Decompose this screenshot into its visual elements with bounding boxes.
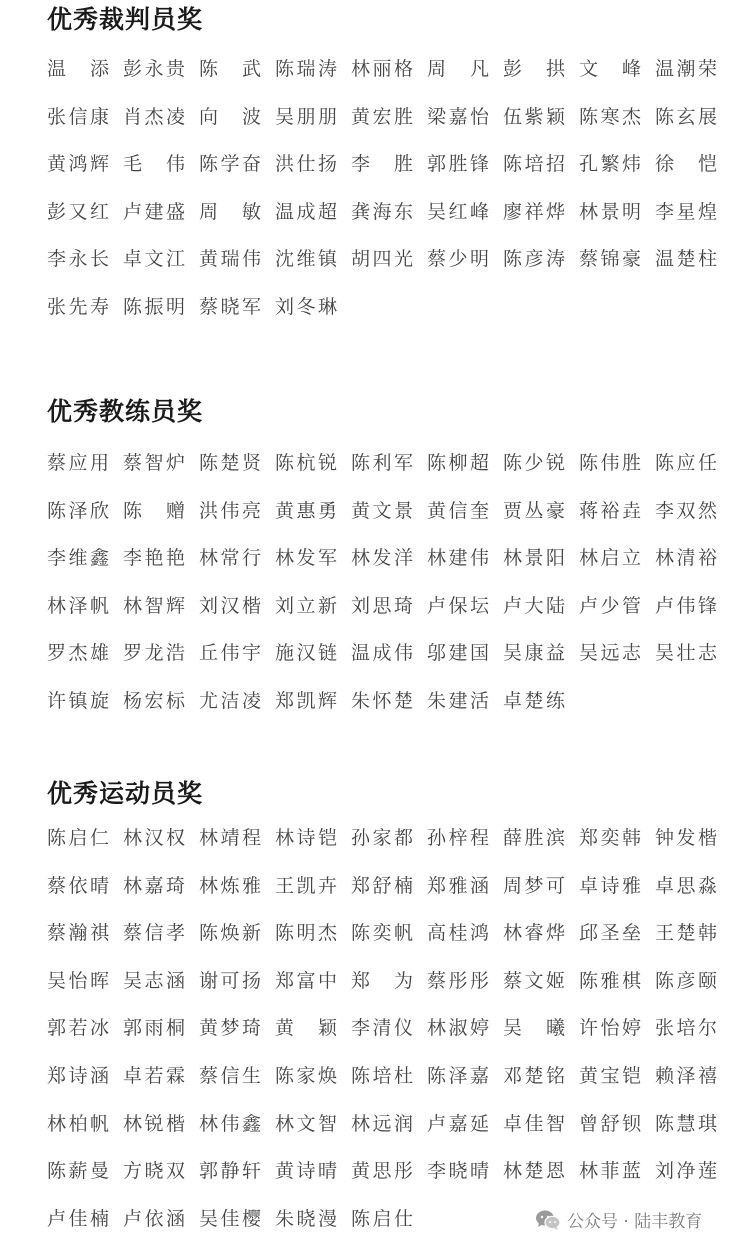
award-name: 卢 少 管 [579, 594, 641, 617]
award-name: 施 汉 链 [275, 642, 337, 665]
award-name: 吴 曦 [503, 1017, 565, 1040]
award-name: 林 启 立 [579, 547, 641, 570]
award-name: 孙 梓 程 [427, 827, 489, 849]
award-name: 郭 若 冰 [47, 1017, 109, 1040]
award-name: 卢 建 盛 [123, 200, 185, 223]
award-name: 陈 泽 欣 [47, 499, 109, 522]
award-name: 蔡 文 姬 [503, 969, 565, 992]
award-name: 陈 利 军 [351, 452, 413, 474]
award-name: 林 清 裕 [655, 547, 717, 570]
award-name: 徐 恺 [655, 153, 717, 176]
award-name: 周 梦 可 [503, 874, 565, 897]
award-name: 温 潮 荣 [655, 58, 717, 80]
award-name: 卓 文 江 [123, 248, 185, 271]
award-name: 李 永 长 [47, 248, 109, 271]
award-name: 陈 启 仕 [351, 1207, 413, 1230]
award-name: 林 靖 程 [199, 827, 261, 849]
award-name: 刘 汉 楷 [199, 594, 261, 617]
award-name: 刘 思 琦 [351, 594, 413, 617]
award-name: 赖 泽 禧 [655, 1064, 717, 1087]
award-name: 蔡 彤 彤 [427, 969, 489, 992]
award-name: 王 楚 韩 [655, 922, 717, 945]
award-name: 薛 胜 滨 [503, 827, 565, 849]
award-name: 吴 远 志 [579, 642, 641, 665]
award-name: 黄 信 奎 [427, 499, 489, 522]
award-name: 陈 赠 [123, 499, 185, 522]
award-name: 陈 柳 超 [427, 452, 489, 474]
award-name: 温 楚 柱 [655, 248, 717, 271]
award-name: 蒋 裕 垚 [579, 499, 641, 522]
award-name: 李 双 然 [655, 499, 717, 522]
award-name: 吴 红 峰 [427, 200, 489, 223]
award-name: 蔡 应 用 [47, 452, 109, 474]
award-name: 陈 彦 涛 [503, 248, 565, 271]
award-name: 林 柏 帆 [47, 1112, 109, 1135]
award-name: 高 桂 鸿 [427, 922, 489, 945]
award-name: 卢 嘉 延 [427, 1112, 489, 1135]
award-name: 陈 振 明 [123, 295, 185, 318]
award-name: 郭 雨 桐 [123, 1017, 185, 1040]
section-title-coach: 优秀教练员奖 [47, 397, 204, 426]
wechat-icon [535, 1209, 561, 1231]
award-name: 郑 雅 涵 [427, 874, 489, 897]
award-name: 陈 应 任 [655, 452, 717, 474]
award-name: 林 锐 楷 [123, 1112, 185, 1135]
award-name: 陈 培 招 [503, 153, 565, 176]
award-name: 林 发 洋 [351, 547, 413, 570]
award-name: 吴 康 益 [503, 642, 565, 665]
award-name: 刘 冬 琳 [275, 295, 337, 318]
name-grid-referee [47, 57, 737, 343]
award-name: 向 波 [199, 105, 261, 128]
award-name: 蔡 晓 军 [199, 295, 261, 318]
award-name: 林 嘉 琦 [123, 874, 185, 897]
award-name: 蔡 锦 豪 [579, 248, 641, 271]
award-name: 林 发 军 [275, 547, 337, 570]
award-name: 蔡 信 生 [199, 1064, 261, 1087]
award-name: 邬 建 国 [427, 642, 489, 665]
award-name: 吴 壮 志 [655, 642, 717, 665]
award-name: 陈 薪 曼 [47, 1160, 109, 1183]
award-name: 吴 志 涵 [123, 969, 185, 992]
award-name: 罗 杰 雄 [47, 642, 109, 665]
award-name: 李 维 鑫 [47, 547, 109, 570]
award-name: 林 睿 烨 [503, 922, 565, 945]
award-name: 吴 佳 樱 [199, 1207, 261, 1230]
award-name: 沈 维 镇 [275, 248, 337, 271]
award-name: 朱 建 活 [427, 689, 489, 712]
award-name: 陈 奕 帆 [351, 922, 413, 945]
award-name: 胡 四 光 [351, 248, 413, 271]
award-name: 黄 宏 胜 [351, 105, 413, 128]
award-name: 黄 文 景 [351, 499, 413, 522]
award-name: 贾 丛 豪 [503, 499, 565, 522]
award-name: 卢 依 涵 [123, 1207, 185, 1230]
award-name: 陈 焕 新 [199, 922, 261, 945]
award-name: 郑 富 中 [275, 969, 337, 992]
award-name: 黄 鸿 辉 [47, 153, 109, 176]
award-name: 黄 诗 晴 [275, 1160, 337, 1183]
award-name: 彭 拱 [503, 58, 565, 80]
award-name: 许 镇 旋 [47, 689, 109, 712]
award-name: 李 晓 晴 [427, 1160, 489, 1183]
award-name: 洪 仕 扬 [275, 153, 337, 176]
award-name: 吴 怡 晖 [47, 969, 109, 992]
award-name: 林 景 阳 [503, 547, 565, 570]
award-name: 林 诗 铠 [275, 827, 337, 849]
award-name: 林 常 行 [199, 547, 261, 570]
award-name: 蔡 依 晴 [47, 874, 109, 897]
award-name: 陈 玄 展 [655, 105, 717, 128]
award-name: 卢 伟 锋 [655, 594, 717, 617]
award-name: 卢 佳 楠 [47, 1207, 109, 1230]
award-name: 卢 大 陆 [503, 594, 565, 617]
award-name: 陈 学 奋 [199, 153, 261, 176]
award-name: 黄 梦 琦 [199, 1017, 261, 1040]
name-grid-coach [47, 451, 737, 737]
award-name: 陈 伟 胜 [579, 452, 641, 474]
award-name: 廖 祥 烨 [503, 200, 565, 223]
award-name: 黄 颖 [275, 1017, 337, 1040]
award-name: 许 怡 婷 [579, 1017, 641, 1040]
award-name: 陈 泽 嘉 [427, 1064, 489, 1087]
section-title-athlete: 优秀运动员奖 [47, 779, 204, 808]
award-name: 郑 凯 辉 [275, 689, 337, 712]
award-name: 文 峰 [579, 58, 641, 80]
award-name: 方 晓 双 [123, 1160, 185, 1183]
award-name: 陈 武 [199, 58, 261, 80]
award-name: 郑 诗 涵 [47, 1064, 109, 1087]
award-name: 张 先 寿 [47, 295, 109, 318]
award-name: 李 星 煌 [655, 200, 717, 223]
award-name: 周 敏 [199, 200, 261, 223]
award-name: 谢 可 扬 [199, 969, 261, 992]
award-name: 温 成 伟 [351, 642, 413, 665]
award-name: 孙 家 都 [351, 827, 413, 849]
award-name: 黄 瑞 伟 [199, 248, 261, 271]
award-name: 杨 宏 标 [123, 689, 185, 712]
award-name: 卓 诗 雅 [579, 874, 641, 897]
award-name: 陈 启 仁 [47, 827, 109, 849]
award-name: 尤 洁 凌 [199, 689, 261, 712]
award-name: 郭 静 轩 [199, 1160, 261, 1183]
award-name: 蔡 信 孝 [123, 922, 185, 945]
award-name: 张 信 康 [47, 105, 109, 128]
award-name: 卢 保 坛 [427, 594, 489, 617]
award-name: 蔡 智 炉 [123, 452, 185, 474]
award-name: 林 菲 蓝 [579, 1160, 641, 1183]
award-name: 钟 发 楷 [655, 827, 717, 849]
award-name: 毛 伟 [123, 153, 185, 176]
award-name: 郑 为 [351, 969, 413, 992]
award-name: 洪 伟 亮 [199, 499, 261, 522]
award-name: 林 文 智 [275, 1112, 337, 1135]
award-name: 蔡 少 明 [427, 248, 489, 271]
award-name: 李 清 仪 [351, 1017, 413, 1040]
award-name: 林 伟 鑫 [199, 1112, 261, 1135]
award-name: 彭 又 红 [47, 200, 109, 223]
award-name: 陈 雅 棋 [579, 969, 641, 992]
award-name: 黄 思 彤 [351, 1160, 413, 1183]
award-name: 刘 净 莲 [655, 1160, 717, 1183]
award-name: 孔 繁 炜 [579, 153, 641, 176]
award-name: 陈 少 锐 [503, 452, 565, 474]
award-name: 蔡 瀚 祺 [47, 922, 109, 945]
award-name: 陈 瑞 涛 [275, 58, 337, 80]
award-name: 陈 培 杜 [351, 1064, 413, 1087]
watermark [535, 1207, 702, 1232]
award-name: 卓 佳 智 [503, 1112, 565, 1135]
award-name: 张 培 尔 [655, 1017, 717, 1040]
award-name: 彭 永 贵 [123, 58, 185, 80]
name-grid-athlete [47, 826, 737, 1254]
award-name: 王 凯 卉 [275, 874, 337, 897]
award-name: 梁 嘉 怡 [427, 105, 489, 128]
award-name: 郭 胜 锋 [427, 153, 489, 176]
award-name: 林 淑 婷 [427, 1017, 489, 1040]
award-name: 朱 晓 漫 [275, 1207, 337, 1230]
award-name: 朱 怀 楚 [351, 689, 413, 712]
award-name: 卓 若 霖 [123, 1064, 185, 1087]
award-name: 丘 伟 宇 [199, 642, 261, 665]
award-name: 郑 舒 楠 [351, 874, 413, 897]
award-name: 陈 彦 颐 [655, 969, 717, 992]
award-name: 黄 惠 勇 [275, 499, 337, 522]
award-name: 陈 家 焕 [275, 1064, 337, 1087]
watermark-text: 公众号 · 陆丰教育 [567, 1212, 703, 1232]
award-name: 卓 楚 练 [503, 689, 565, 712]
award-name: 肖 杰 凌 [123, 105, 185, 128]
award-name: 刘 立 新 [275, 594, 337, 617]
award-name: 陈 明 杰 [275, 922, 337, 945]
award-name: 吴 朋 朋 [275, 105, 337, 128]
award-name: 林 泽 帆 [47, 594, 109, 617]
award-name: 林 汉 权 [123, 827, 185, 849]
award-name: 温 添 [47, 58, 109, 80]
award-name: 邓 楚 铭 [503, 1064, 565, 1087]
award-name: 林 景 明 [579, 200, 641, 223]
award-name: 林 楚 恩 [503, 1160, 565, 1183]
award-name: 林 丽 格 [351, 58, 413, 80]
award-name: 伍 紫 颖 [503, 105, 565, 128]
award-name: 邱 圣 垒 [579, 922, 641, 945]
award-name: 曾 舒 钡 [579, 1112, 641, 1135]
award-name: 龚 海 东 [351, 200, 413, 223]
award-name: 陈 楚 贤 [199, 452, 261, 474]
award-name: 陈 慧 琪 [655, 1112, 717, 1135]
award-name: 黄 宝 铠 [579, 1064, 641, 1087]
award-name: 温 成 超 [275, 200, 337, 223]
award-name: 林 远 润 [351, 1112, 413, 1135]
award-name: 卓 思 淼 [655, 874, 717, 897]
section-title-referee: 优秀裁判员奖 [47, 5, 204, 34]
award-name: 李 胜 [351, 153, 413, 176]
award-name: 林 炼 雅 [199, 874, 261, 897]
award-name: 罗 龙 浩 [123, 642, 185, 665]
award-name: 郑 奕 韩 [579, 827, 641, 849]
award-name: 陈 杭 锐 [275, 452, 337, 474]
award-name: 林 智 辉 [123, 594, 185, 617]
award-name: 李 艳 艳 [123, 547, 185, 570]
award-name: 周 凡 [427, 58, 489, 80]
award-name: 陈 寒 杰 [579, 105, 641, 128]
award-name: 林 建 伟 [427, 547, 489, 570]
